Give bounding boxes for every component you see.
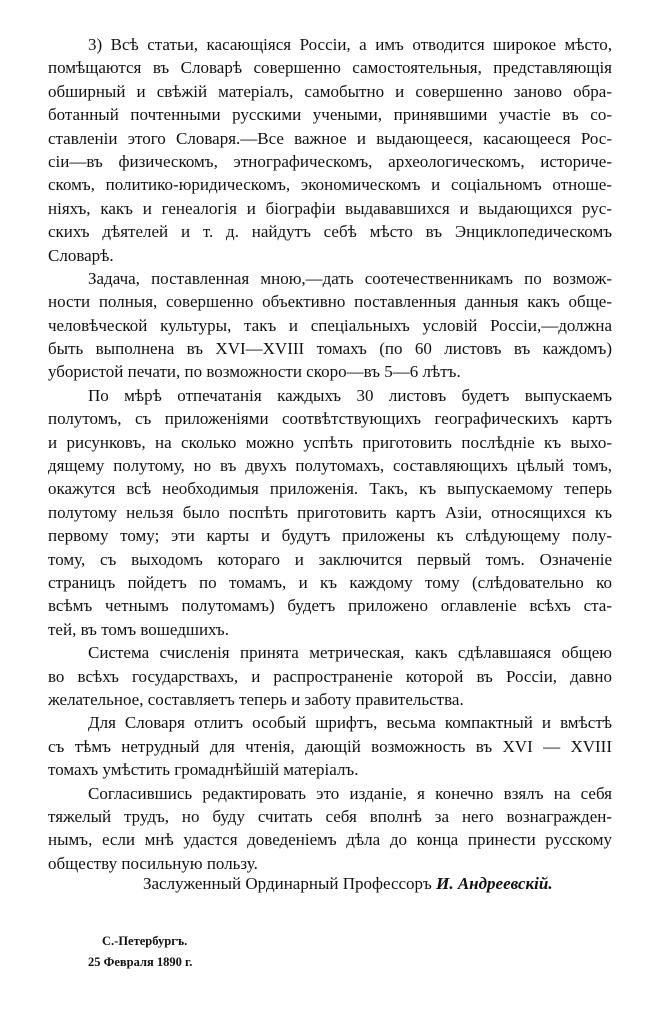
text-line: полутому нельзя было поспѣть приготовить картъ Азіи, относящихся къ [48, 502, 612, 522]
text-line: Согласившись редактировать это изданіе, я конечно взялъ на себя [88, 783, 612, 803]
text-line: всѣмъ четнымъ полутомамъ) будетъ приложено оглавленіе всѣхъ ста- [48, 596, 612, 616]
text-line: во всѣхъ государствахъ, и распространеніе которой въ Россіи, давно [48, 666, 612, 686]
text-line: и рисунковъ, на сколько можно успѣть приготовить послѣдніе къ выхо- [48, 432, 612, 452]
text-line: сіи—въ физическомъ, этнографическомъ, археологическомъ, историче- [48, 151, 612, 171]
date: 25 Февраля 1890 г. [88, 955, 193, 969]
text-line: дящему полутому, но въ двухъ полутомахъ, составляющихъ цѣлый томъ, [48, 456, 612, 476]
text-line: ставленіи этого Словаря.—Все важное и выдающееся, касающееся Рос- [48, 128, 612, 148]
text-line: обширный и свѣжій матеріалъ, самобытно и совершенно заново обра- [48, 81, 612, 101]
text-line: 3) Всѣ статьи, касающіяся Россіи, а имъ отводится широкое мѣсто, [88, 35, 612, 54]
text-line: страницъ пойдетъ по томамъ, и къ каждому тому (слѣдовательно ко [48, 572, 612, 592]
text-line: желательное, составляетъ теперь и заботу правительства. [48, 689, 464, 709]
paragraph [48, 384, 612, 641]
text-line: съ тѣмъ нетрудный для чтенія, дающій возможность въ XVI — XVIII [48, 736, 612, 756]
place-and-date [88, 931, 192, 973]
signature-title: Заслуженный Ординарный Профессоръ [143, 874, 432, 893]
text-line: быть выполнена въ XVI—XVIII томахъ (по 60 листовъ въ каждомъ) [48, 339, 612, 359]
text-line: человѣческой культуры, такъ и спеціальныхъ условій Россіи,—должна [48, 315, 612, 335]
place: С.-Петербургъ. [102, 934, 188, 948]
text-line: окажутся всѣ необходимыя приложенія. Такъ, къ выпускаемому теперь [48, 479, 612, 499]
paragraph [48, 782, 612, 876]
text-line: первому тому; эти карты и будутъ приложены къ слѣдующему полу- [48, 526, 612, 546]
document-body [48, 33, 612, 875]
text-line: По мѣрѣ отпечатанія каждыхъ 30 листовъ будетъ выпускаемъ [88, 385, 612, 405]
paragraph [48, 641, 612, 711]
text-line: обществу посильную пользу. [48, 853, 258, 873]
text-line: помѣщаются въ Словарѣ совершенно самостоятельныя, представляющія [48, 58, 612, 78]
text-line: Словарѣ. [48, 245, 114, 265]
text-line: нымъ, если мнѣ удастся доведеніемъ дѣла до конца принести русскому [48, 830, 612, 850]
paragraph [48, 711, 612, 781]
text-line: убористой печати, по возможности скоро—въ 5—6 лѣтъ. [48, 362, 461, 382]
text-line: томахъ умѣстить громаднѣйшій матеріалъ. [48, 760, 359, 780]
signature-name: И. Андреевскій. [436, 874, 553, 893]
text-line: полутомъ, съ приложеніями соотвѣтствующихъ географическихъ картъ [48, 409, 612, 429]
text-line: скомъ, политико-юридическомъ, экономическомъ и соціальномъ отноше- [48, 175, 612, 195]
signature [143, 874, 553, 894]
text-line: тяжелый трудъ, но буду считать себя вполнѣ за него вознагражден- [48, 806, 612, 826]
text-line: тей, въ томъ вошедшихъ. [48, 619, 229, 639]
text-line: Задача, поставленная мною,—дать соотечественникамъ по возмож- [88, 268, 612, 288]
text-line: ности полныя, совершенно объективно поставленныя данныя какъ обще- [48, 292, 612, 312]
text-line: ботанный почтенными русскими учеными, принявшими участіе въ со- [48, 105, 612, 125]
text-line: Для Словаря отлитъ особый шрифтъ, весьма компактный и вмѣстѣ [88, 713, 612, 733]
text-line: Система счисленія принята метрическая, какъ сдѣлавшаяся общею [88, 643, 612, 663]
text-line: скихъ дѣятелей и т. д. найдутъ себѣ мѣсто въ Энциклопедическомъ [48, 222, 612, 242]
text-line: ніяхъ, какъ и генеалогія и біографіи выдававшихся и выдающихся рус- [48, 198, 612, 218]
paragraph [48, 267, 612, 384]
paragraph [48, 33, 612, 267]
text-line: тому, съ выходомъ котораго и заключится первый томъ. Означеніе [48, 549, 612, 569]
